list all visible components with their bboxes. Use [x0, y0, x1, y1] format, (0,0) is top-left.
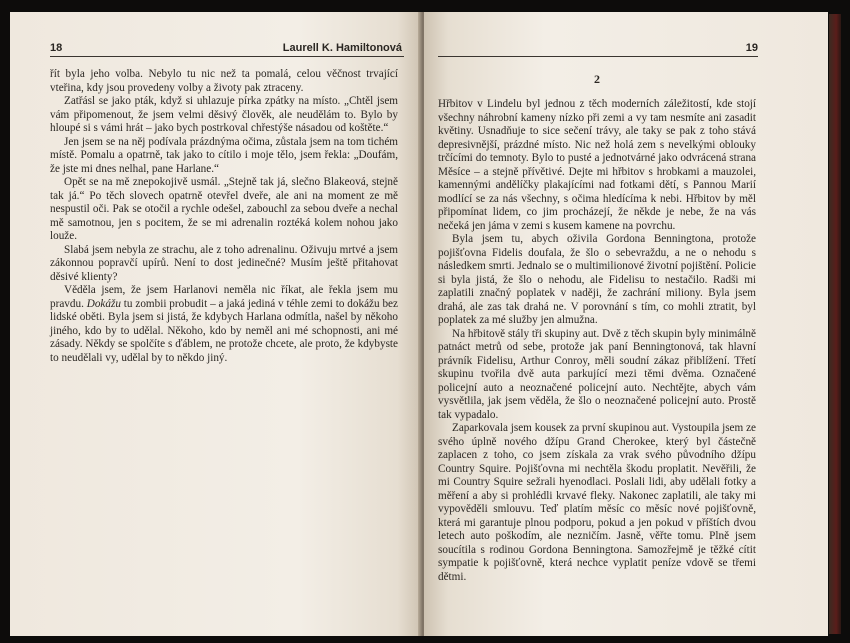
paragraph-with-emphasis	[50, 284, 398, 365]
chapter-number: 2	[594, 72, 600, 86]
paragraph: Byla jsem tu, abych oživila Gordona Benningtona, protože pojišťovna Fidelis doufala, že šlo o sebevraždu, a ne o nehodu s následkem smrti. Jednalo se o multimilionové životní pojištění. Policie si byla jistá, že šlo o nehodu, ale Fidelisu to nestačilo. Radši mi zaplatili značný poplatek v naději, že zachrání miliony. Byla jsem drahá, ale zas tak drahá ne. V porovnání s tím, co mohli ztratit, byl poplatek za mé služby jen almužna.	[438, 233, 756, 326]
cover-edge	[829, 14, 841, 634]
emphasized-word: Dokážu	[86, 297, 121, 310]
paragraph: Opět se na mě znepokojivě usmál. „Stejně tak já, slečno Blakeová, stejně tak já.“ Po těch slovech opatrně otevřel dveře, ale ani na moment ze mě nespustil oči. Pak se otočil a rychle odešel, zabouchl za sebou dveře a nechal mě samotnou, jen s pocitem, že se mi adrenalin roztéká kolem nohou jako louže.	[50, 176, 398, 242]
paragraph: Jen jsem se na něj podívala prázdnýma očima, zůstala jsem na tom tichém místě. Pomalu a opatrně, tak jako to cítilo i moje tělo, jsem řekla: „Doufám, že jste mi dnes nelhal, pane Harlane.“	[50, 135, 398, 175]
header-rule	[50, 56, 404, 57]
header-rule	[438, 56, 758, 57]
right-page	[424, 12, 828, 636]
paragraph: řít byla jeho volba. Nebylo tu nic než ta pomalá, celou věčnost trvající vteřina, kdy jsou provedeny volby a životy pak ztraceny.	[50, 68, 398, 94]
left-page	[10, 12, 422, 636]
paragraph-text: Věděla jsem, že jsem Harlanovi neměla nic říkat, ale řekla jsem mu pravdu.	[50, 284, 398, 310]
running-head: Laurell K. Hamiltonová	[282, 42, 402, 54]
paragraph: Zaparkovala jsem kousek za první skupinou aut. Vystoupila jsem ze svého úplně nového džípu Grand Cherokee, který byl částečně zaplacen z toho, co jsem získala za vrak svého původního džípu Country Squire. Pojišťovna mi nechtěla škodu proplatit. Nevěřili, že mi Country Squire sežrali hyenodlaci. Poslali lidi, aby udělali fotky a měření a aby si prohlédli krvavé fleky. Nakonec zaplatili, ale taky mi vypověděli smlouvu. Teď platím měsíc co měsíc nové pojišťovně, která mi garantuje plnou podporu, pokud a jen pokud v příštích dvou letech auto poškodím, ale nezničím. Jasně, věřte tomu. Plně jsem soucítila s rodinou Gordona Benningtona. Samozřejmě je těžké cítit sympatie k pojišťovně, která nechce vyplatit peníze vdově se třemi dětmi.	[438, 422, 756, 583]
left-page-body	[50, 68, 398, 365]
paragraph: Hřbitov v Lindelu byl jednou z těch moderních záležitostí, kde stojí všechny náhrobní kameny nízko při zemi a vy tam nesmíte ani zasadit květiny. Usnadňuje to sice sečení trávy, ale taky se pak z toho stává depresivnější, prázdné místo. Nic než holá zem s nevelkými oblouky trčícími do temnoty. Bylo to pusté a jednotvárné jako odvrácená strana Měsíce – a stejně přívětivé. Dejte mi hřbitov s hrobkami a mauzolei, kamennými andělíčky plakajícími nad fotkami dětí, s Pannou Marií modlící se za nás všechny, s očima hledícíma k nebi. Hřbitov by měl připomínat lidem, co jim procházejí, že někde je nebe, že na vás nečeká jen jáma v zemi s kusem kamene na povrchu.	[438, 98, 756, 232]
paragraph: Slabá jsem nebyla ze strachu, ale z toho adrenalinu. Oživuju mrtvé a jsem zákonnou popravčí upírů. Není to dost jedinečné? Musím ještě přitahovat děsivé klienty?	[50, 243, 398, 283]
paragraph-text: tu zombii probudit – a jaká jediná v téhle zemi to dokážu bez lidské oběti. Byla jsem si jistá, že kdybych Harlana odmítla, našel by někoho jiného, kdo by to udělal. Někoho, kdo by neměl ani mé schopnosti, ani mé zásady. Někdy se spolčíte s ďáblem, ne protože chcete, ale proto, že kdybyste to neudělali vy, udělal by to někdo jiný.	[50, 297, 398, 364]
left-page-number: 18	[50, 42, 63, 54]
paragraph: Zatřásl se jako pták, když si uhlazuje pírka zpátky na místo. „Chtěl jsem vám připomenout, že jsem velmi děsivý člověk, ale neudělám to. Bylo by hloupé si s vámi hrát – jako bych postrkoval chřestýše násadou od koštěte.“	[50, 95, 398, 134]
paragraph: Na hřbitově stály tři skupiny aut. Dvě z těch skupin byly minimálně patnáct metrů od sebe, protože jak paní Benningtonová, tak hlavní právník Fidelisu, Arthur Conroy, měli soudní zákaz přiblížení. Třetí skupinu tvořila dvě auta parkující mezi těmi dvěma. Označené policejní auto a neoznačené policejní auto. Nechtějte, abych vám vysvětlila, jak jsem věděla, že šlo o neoznačené policejní auto. Prostě tak vypadalo.	[438, 327, 756, 421]
right-page-number: 19	[745, 42, 758, 54]
right-page-body	[438, 98, 756, 584]
